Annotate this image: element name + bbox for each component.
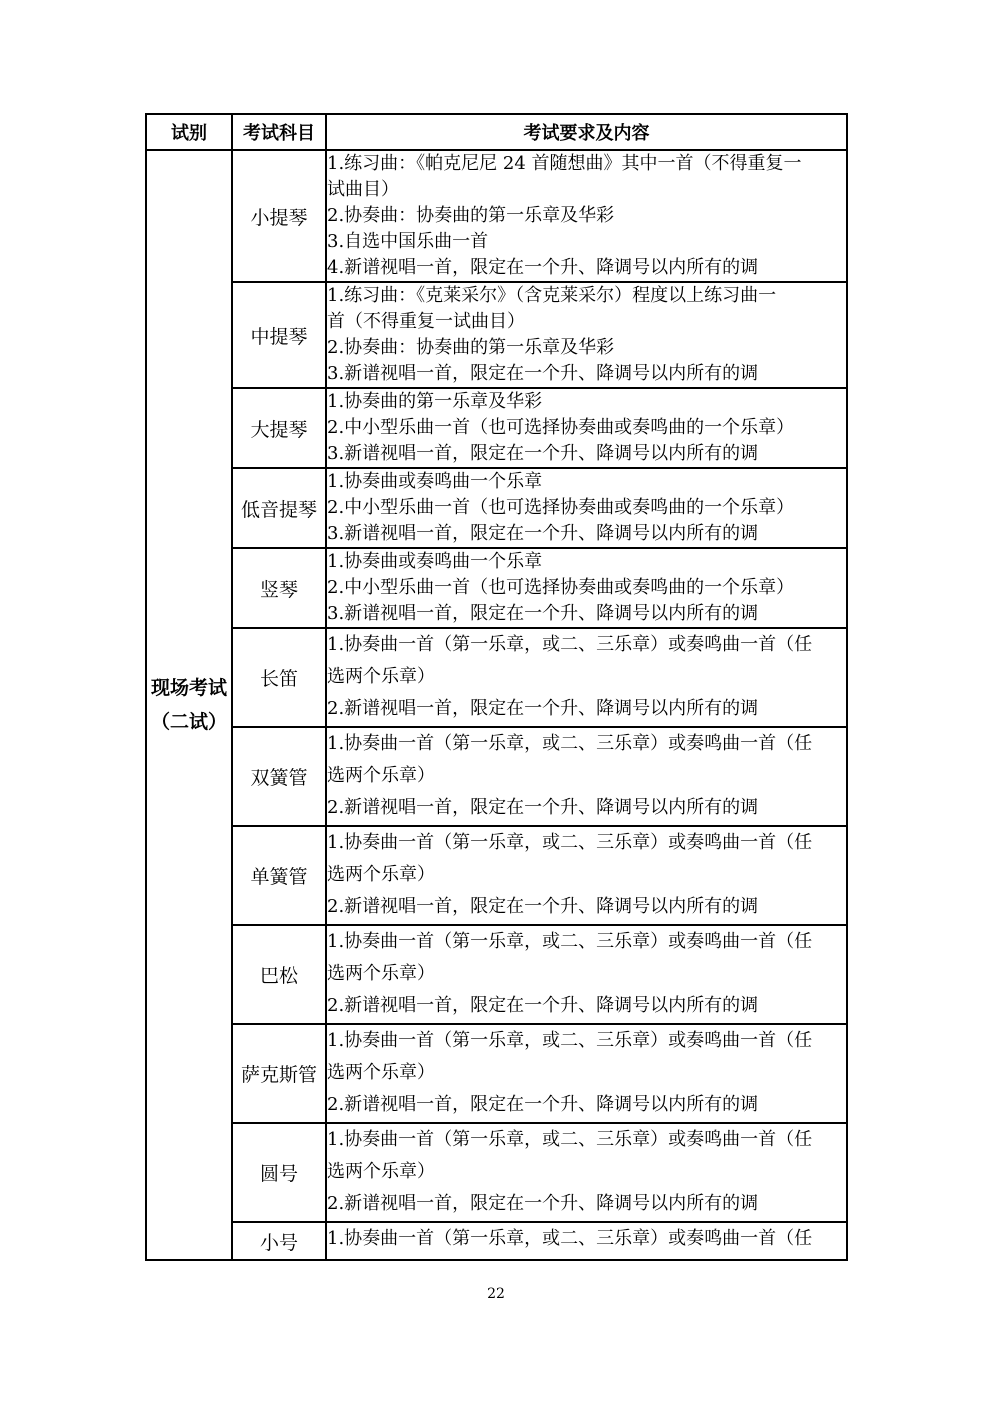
subject-cell: 大提琴 [232, 388, 326, 468]
requirements-cell [326, 1024, 847, 1123]
requirement-line: 选两个乐章） [327, 765, 435, 786]
table-row [146, 1024, 847, 1123]
requirement-line: 1.练习曲：《帕克尼尼 24 首随想曲》其中一首（不得重复一 [327, 153, 802, 174]
table-row [146, 548, 847, 628]
requirements-cell [326, 727, 847, 826]
requirements-cell [326, 925, 847, 1024]
table-row [146, 826, 847, 925]
subject-cell: 中提琴 [232, 282, 326, 388]
requirements-cell [326, 1222, 847, 1260]
header-requirements: 考试要求及内容 [326, 114, 847, 150]
table-row [146, 468, 847, 548]
requirements-cell [326, 150, 847, 282]
requirement-line: 2.协奏曲：协奏曲的第一乐章及华彩 [327, 205, 615, 226]
requirement-line: 1.协奏曲或奏鸣曲一个乐章 [327, 471, 543, 492]
requirement-line: 1.协奏曲一首（第一乐章，或二、三乐章）或奏鸣曲一首（任 [327, 634, 813, 655]
table-header-row [146, 114, 847, 150]
subject-cell: 小提琴 [232, 150, 326, 282]
requirement-line: 选两个乐章） [327, 963, 435, 984]
requirement-line: 2.新谱视唱一首，限定在一个升、降调号以内所有的调 [327, 797, 759, 818]
requirement-line: 1.协奏曲一首（第一乐章，或二、三乐章）或奏鸣曲一首（任 [327, 1129, 813, 1150]
requirements-cell [326, 1123, 847, 1222]
requirement-line: 1.协奏曲一首（第一乐章，或二、三乐章）或奏鸣曲一首（任 [327, 733, 813, 754]
requirements-cell [326, 282, 847, 388]
requirement-line: 3.新谱视唱一首，限定在一个升、降调号以内所有的调 [327, 603, 759, 624]
requirement-line: 2.新谱视唱一首，限定在一个升、降调号以内所有的调 [327, 698, 759, 719]
table-row [146, 727, 847, 826]
header-exam-type: 试别 [146, 114, 232, 150]
table-row [146, 628, 847, 727]
exam-type-label: 现场考试 [150, 677, 227, 699]
requirement-line: 2.新谱视唱一首，限定在一个升、降调号以内所有的调 [327, 995, 759, 1016]
table-row [146, 1222, 847, 1260]
subject-cell: 单簧管 [232, 826, 326, 925]
exam-type-cell [146, 150, 232, 1260]
page-number: 22 [487, 1286, 505, 1302]
requirement-line: 1.协奏曲一首（第一乐章，或二、三乐章）或奏鸣曲一首（任 [327, 931, 813, 952]
table-row [146, 282, 847, 388]
requirement-line: 4.新谱视唱一首，限定在一个升、降调号以内所有的调 [327, 257, 759, 278]
subject-cell: 竖琴 [232, 548, 326, 628]
subject-cell: 低音提琴 [232, 468, 326, 548]
subject-cell: 小号 [232, 1222, 326, 1260]
requirement-line: 3.自选中国乐曲一首 [327, 231, 489, 252]
requirement-line: 1.练习曲：《克莱采尔》（含克莱采尔）程度以上练习曲一 [327, 285, 777, 306]
requirement-line: 2.新谱视唱一首，限定在一个升、降调号以内所有的调 [327, 1193, 759, 1214]
requirement-line: 选两个乐章） [327, 1062, 435, 1083]
requirement-line: 2.协奏曲：协奏曲的第一乐章及华彩 [327, 337, 615, 358]
requirement-line: 1.协奏曲一首（第一乐章，或二、三乐章）或奏鸣曲一首（任 [327, 832, 813, 853]
requirement-line: 1.协奏曲的第一乐章及华彩 [327, 391, 543, 412]
requirement-line: 首（不得重复一试曲目） [327, 311, 525, 332]
subject-cell: 圆号 [232, 1123, 326, 1222]
subject-cell: 巴松 [232, 925, 326, 1024]
requirement-line: 选两个乐章） [327, 1161, 435, 1182]
header-subject: 考试科目 [232, 114, 326, 150]
requirement-line: 2.中小型乐曲一首（也可选择协奏曲或奏鸣曲的一个乐章） [327, 497, 795, 518]
requirement-line: 试曲目） [327, 179, 399, 200]
requirements-cell [326, 628, 847, 727]
requirement-line: 选两个乐章） [327, 864, 435, 885]
table-row [146, 925, 847, 1024]
requirement-line: 选两个乐章） [327, 666, 435, 687]
requirements-cell [326, 388, 847, 468]
subject-cell: 萨克斯管 [232, 1024, 326, 1123]
requirement-line: 3.新谱视唱一首，限定在一个升、降调号以内所有的调 [327, 523, 759, 544]
table-row [146, 388, 847, 468]
requirement-line: 3.新谱视唱一首，限定在一个升、降调号以内所有的调 [327, 363, 759, 384]
requirement-line: 1.协奏曲或奏鸣曲一个乐章 [327, 551, 543, 572]
requirements-cell [326, 826, 847, 925]
requirement-line: 2.新谱视唱一首，限定在一个升、降调号以内所有的调 [327, 1094, 759, 1115]
requirements-cell [326, 468, 847, 548]
requirements-cell [326, 548, 847, 628]
requirement-line: 1.协奏曲一首（第一乐章，或二、三乐章）或奏鸣曲一首（任 [327, 1030, 813, 1051]
table-row [146, 150, 847, 282]
subject-cell: 长笛 [232, 628, 326, 727]
requirement-line: 2.中小型乐曲一首（也可选择协奏曲或奏鸣曲的一个乐章） [327, 417, 795, 438]
exam-requirements-table [145, 113, 848, 1261]
requirement-line: 2.中小型乐曲一首（也可选择协奏曲或奏鸣曲的一个乐章） [327, 577, 795, 598]
exam-type-label: （二试） [150, 711, 227, 733]
requirement-line: 1.协奏曲一首（第一乐章，或二、三乐章）或奏鸣曲一首（任 [327, 1228, 813, 1249]
requirement-line: 3.新谱视唱一首，限定在一个升、降调号以内所有的调 [327, 443, 759, 464]
subject-cell: 双簧管 [232, 727, 326, 826]
table-row [146, 1123, 847, 1222]
requirement-line: 2.新谱视唱一首，限定在一个升、降调号以内所有的调 [327, 896, 759, 917]
